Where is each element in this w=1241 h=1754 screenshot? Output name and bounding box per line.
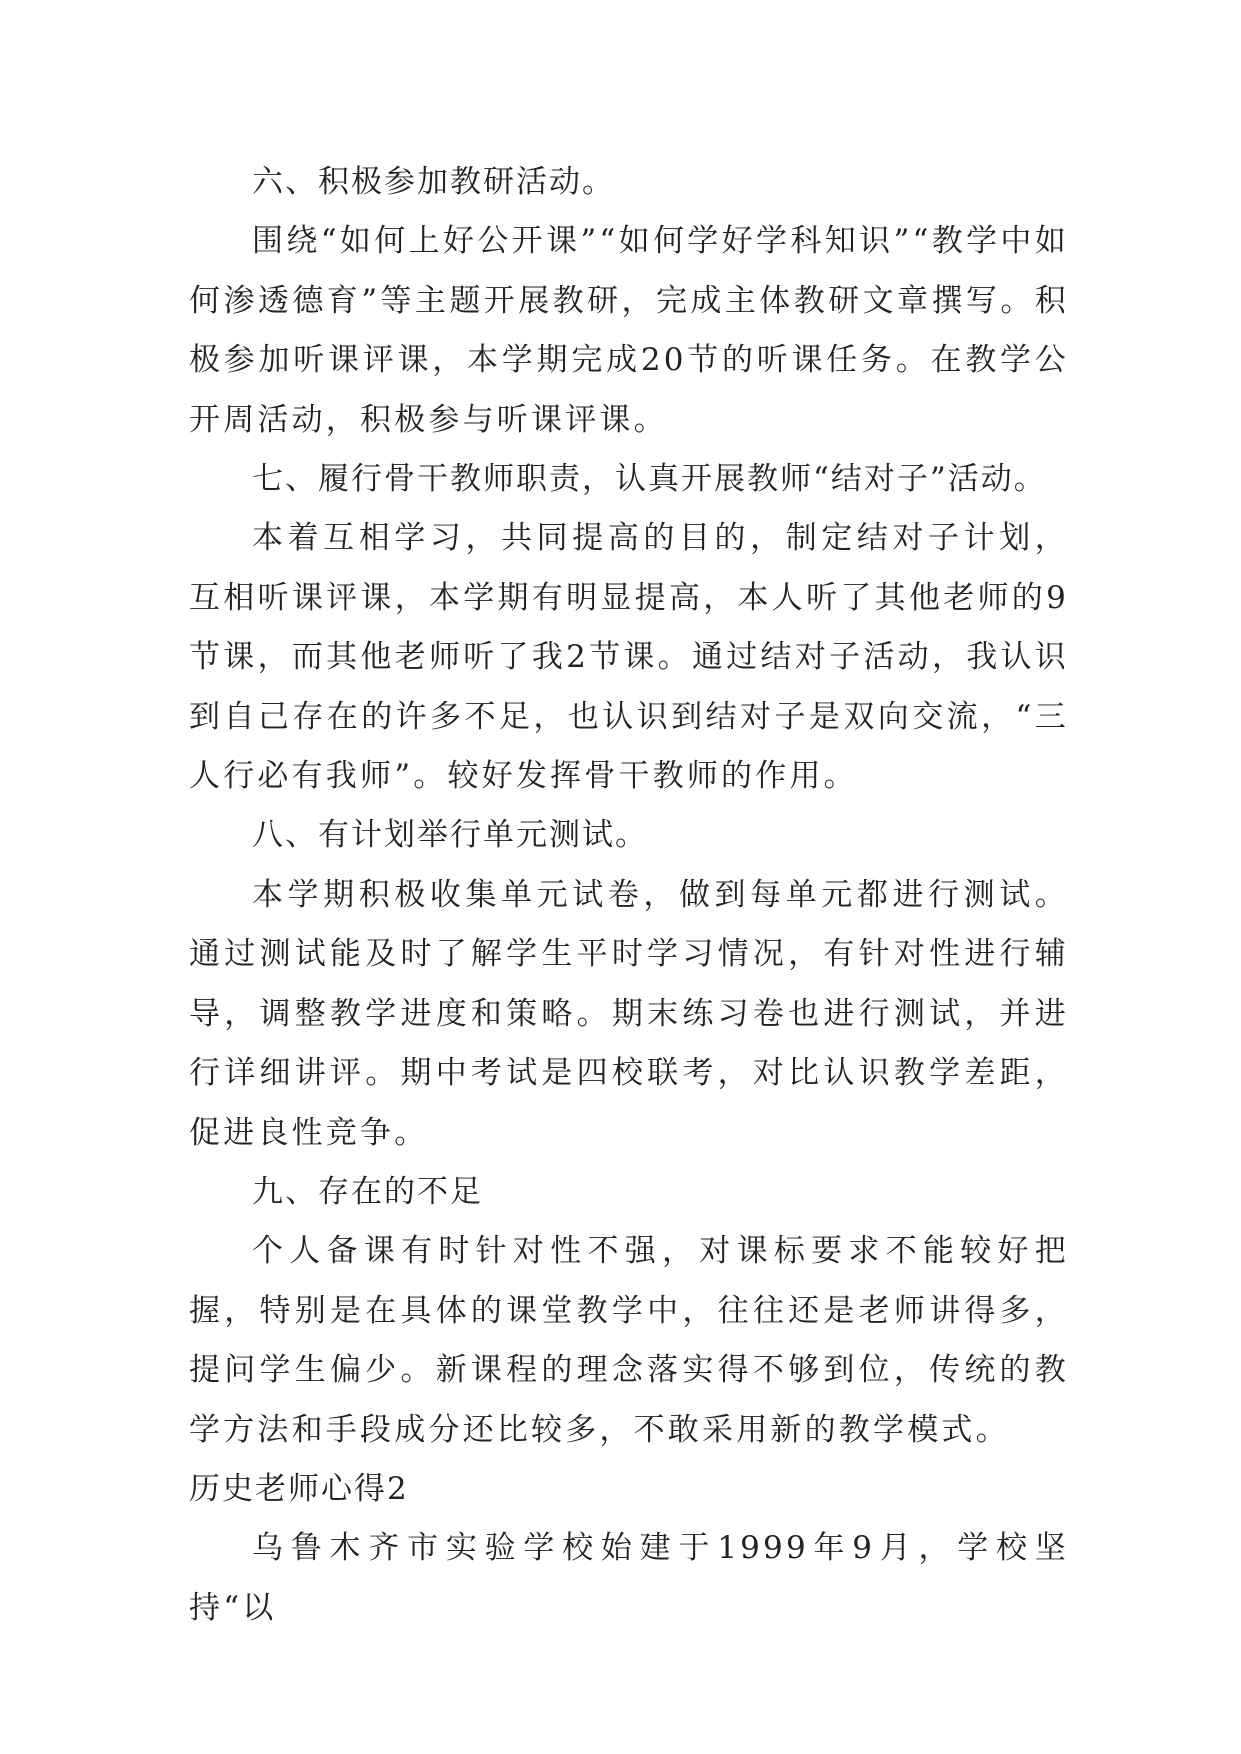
section-heading-7: 七、履行骨干教师职责，认真开展教师“结对子”活动。 bbox=[252, 461, 1047, 498]
section-heading-9: 九、存在的不足 bbox=[252, 1173, 483, 1210]
section-body-8: 本学期积极收集单元试卷，做到每单元都进行测试。通过测试能及时了解学生平时学习情况，有针对性进行辅导，调整教学进度和策略。期末练习卷也进行测试，并进行详细讲评。期中考试是四校联考，对比认识教学差距，促进良性竞争。 bbox=[189, 876, 1069, 1151]
article-title: 历史老师心得2 bbox=[189, 1470, 409, 1507]
article-opening-paragraph: 乌鲁木齐市实验学校始建于1999年9月，学校坚持“以 bbox=[189, 1530, 1069, 1626]
section-heading-6: 六、积极参加教研活动。 bbox=[252, 164, 615, 200]
section-body-7: 本着互相学习，共同提高的目的，制定结对子计划，互相听课评课，本学期有明显提高，本人听了其他老师的9节课，而其他老师听了我2节课。通过结对子活动，我认识到自己存在的许多不足，也认识到结对子是双向交流，“三人行必有我师”。较好发挥骨干教师的作用。 bbox=[189, 520, 1069, 795]
section-body-9: 个人备课有时针对性不强，对课标要求不能较好把握，特别是在具体的课堂教学中，往往还是老师讲得多，提问学生偏少。新课程的理念落实得不够到位，传统的教学方法和手段成分还比较多，不敢采用新的教学模式。 bbox=[189, 1233, 1069, 1448]
section-body-6: 围绕“如何上好公开课”“如何学好学科知识”“教学中如何渗透德育”等主题开展教研，完成主体教研文章撰写。积极参加听课评课，本学期完成20节的听课任务。在教学公开周活动，积极参与听课评课。 bbox=[189, 223, 1069, 438]
section-heading-8: 八、有计划举行单元测试。 bbox=[252, 817, 648, 854]
document-body bbox=[189, 153, 1069, 1638]
